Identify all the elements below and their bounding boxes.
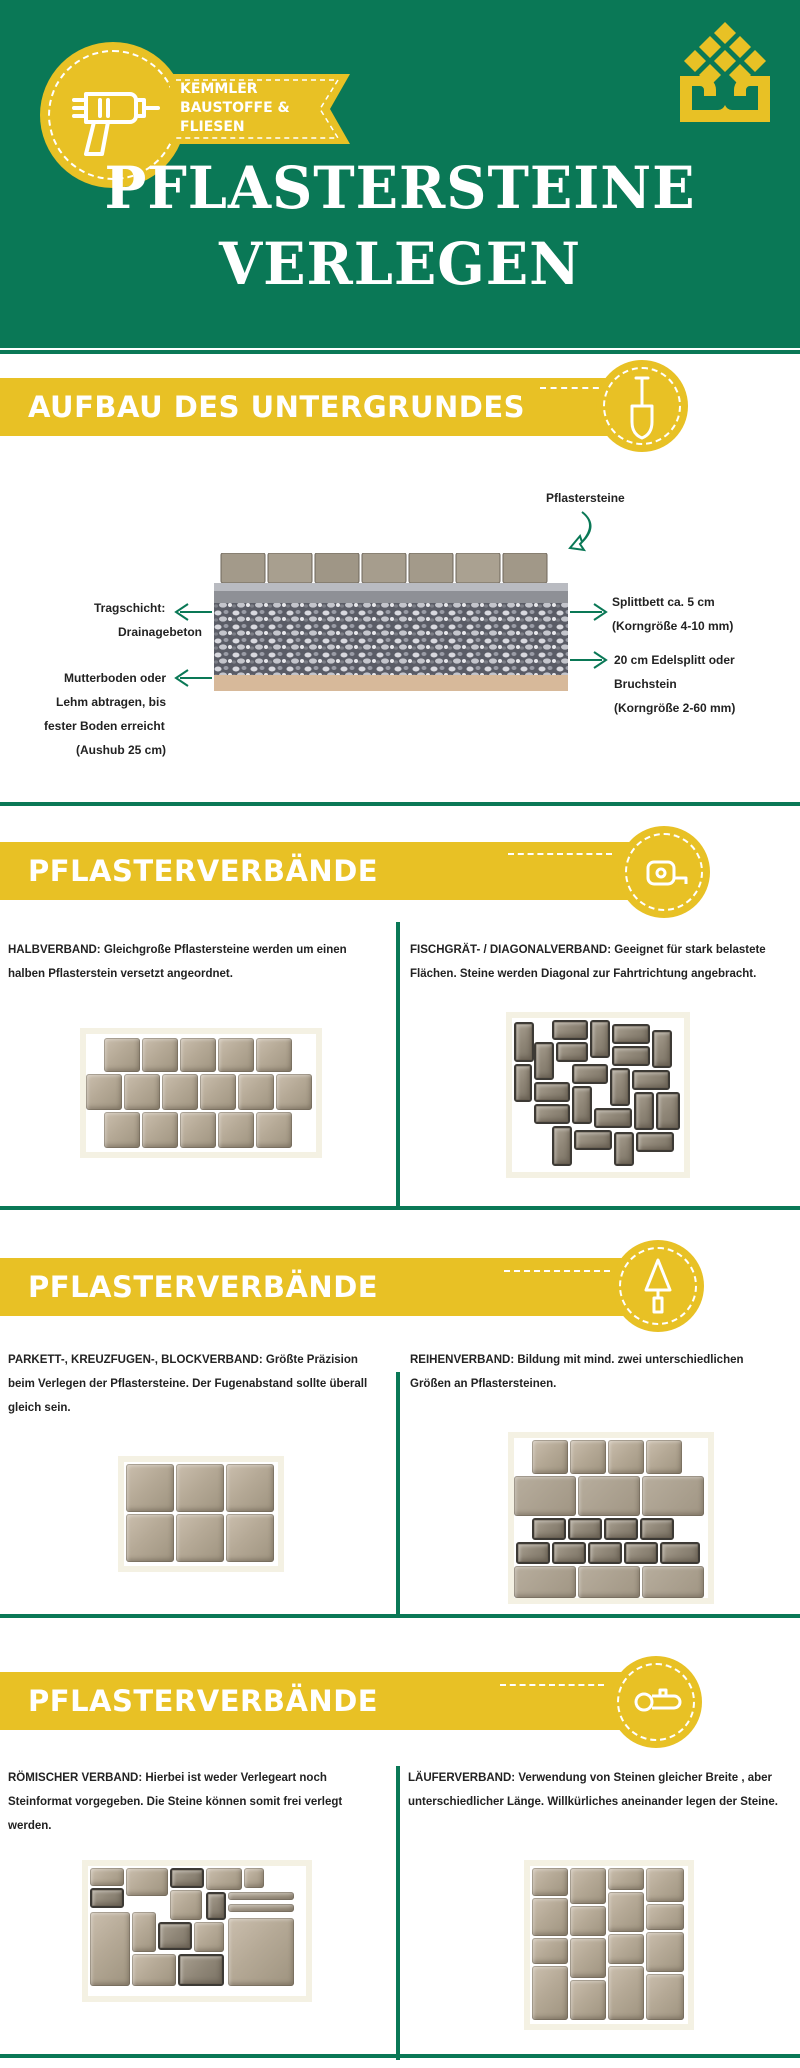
- banner-dash: [504, 1270, 610, 1272]
- arrow-splittbett: [568, 600, 612, 624]
- page-title: [16, 150, 784, 302]
- section-title: AUFBAU DES UNTERGRUNDES: [28, 390, 526, 424]
- text-line: HALBVERBAND: Gleichgroße Pflastersteine werden um einen: [8, 944, 347, 956]
- label-mutterboden-4: (Aushub 25 cm): [76, 743, 167, 757]
- brand-line-2: BAUSTOFFE &: [180, 100, 290, 116]
- title-line-1: PFLASTERSTEINE: [104, 154, 696, 222]
- brand-name: [180, 80, 310, 137]
- text-line: FISCHGRÄT- / DIAGONALVERBAND: Geeignet für stark belastete: [410, 944, 766, 956]
- shovel-icon: [596, 360, 688, 452]
- grinder-badge: [610, 1656, 702, 1748]
- text-line: Steinformat vorgegeben. Die Steine können somit frei verlegt: [8, 1796, 343, 1808]
- shovel-badge: [596, 360, 688, 452]
- tape-measure-icon: [618, 826, 710, 918]
- trowel-icon: [612, 1240, 704, 1332]
- brand-line-1: KEMMLER: [180, 81, 258, 97]
- halbverband-text: [8, 938, 398, 986]
- brand-line-3: FLIESEN: [180, 119, 245, 135]
- arrow-pflastersteine: [560, 508, 600, 556]
- laeuferverband-image: [524, 1860, 694, 2030]
- column-divider: [396, 1766, 400, 2060]
- label-splittbett: Splittbett ca. 5 cm: [612, 595, 715, 609]
- text-line: REIHENVERBAND: Bildung mit mind. zwei unterschiedlichen: [410, 1354, 744, 1366]
- column-divider: [396, 1372, 400, 1616]
- label-splittbett-korn: (Korngröße 4-10 mm): [612, 619, 734, 633]
- arrow-mutterboden: [170, 666, 214, 690]
- text-line: halben Pflasterstein versetzt angeordnet.: [8, 968, 233, 980]
- text-line: beim Verlegen der Pflastersteine. Der Fugenabstand sollte überall: [8, 1378, 368, 1390]
- section-title: PFLASTERVERBÄNDE: [28, 1270, 379, 1304]
- trowel-badge: [612, 1240, 704, 1332]
- header: [0, 0, 800, 348]
- divider: [0, 802, 800, 806]
- divider: [0, 350, 800, 354]
- arrow-tragschicht: [170, 600, 214, 624]
- label-edelsplitt-korn: (Korngröße 2-60 mm): [614, 701, 736, 715]
- text-line: Flächen. Steine werden Diagonal zur Fahrtrichtung angebracht.: [410, 968, 757, 980]
- text-line: LÄUFERVERBAND: Verwendung von Steinen gleicher Breite , aber: [408, 1772, 773, 1784]
- text-line: PARKETT-, KREUZFUGEN-, BLOCKVERBAND: Größte Präzision: [8, 1354, 358, 1366]
- divider: [0, 1206, 800, 1210]
- text-line: RÖMISCHER VERBAND: Hierbei ist weder Verlegeart noch: [8, 1772, 327, 1784]
- arrow-edelsplitt: [568, 648, 612, 672]
- section-banner-verbaende-1: [0, 842, 690, 900]
- text-line: werden.: [8, 1820, 52, 1832]
- gravel-layer: [214, 603, 568, 675]
- banner-dash: [500, 1684, 604, 1686]
- label-bruchstein: Bruchstein: [614, 677, 677, 691]
- text-line: gleich sein.: [8, 1402, 71, 1414]
- angle-grinder-icon: [610, 1656, 702, 1748]
- divider: [0, 2054, 800, 2058]
- label-pflastersteine: Pflastersteine: [546, 491, 625, 505]
- text-line: unterschiedlicher Länge. Willkürliches aneinander legen der Steine.: [408, 1796, 778, 1808]
- label-edelsplitt: 20 cm Edelsplitt oder: [614, 653, 735, 667]
- roemischer-verband-text: [8, 1766, 398, 1838]
- parkettverband-image: [118, 1456, 284, 1572]
- banner-dash: [508, 853, 612, 855]
- halbverband-image: [80, 1028, 322, 1158]
- parkettverband-text: [8, 1348, 398, 1420]
- label-tragschicht: Tragschicht:: [94, 601, 166, 615]
- reihenverband-image: [508, 1432, 714, 1604]
- paving-stone-row: [221, 553, 547, 583]
- text-line: Größen an Pflastersteinen.: [410, 1378, 557, 1390]
- reihenverband-text: [410, 1348, 800, 1396]
- fischgraet-text: [410, 938, 800, 986]
- laeuferverband-text: [408, 1766, 800, 1814]
- soil-layer: [214, 675, 568, 691]
- roemischer-verband-image: [82, 1860, 312, 2002]
- section-title: PFLASTERVERBÄNDE: [28, 854, 379, 888]
- tape-measure-badge: [618, 826, 710, 918]
- fischgraet-image: [506, 1012, 690, 1178]
- kemmler-logo: [676, 22, 774, 124]
- column-divider: [396, 922, 400, 1208]
- drainage-layer: [214, 591, 568, 603]
- label-mutterboden-1: Mutterboden oder: [64, 671, 166, 685]
- label-mutterboden-3: fester Boden erreicht: [44, 719, 165, 733]
- section-banner-untergrund: [0, 378, 610, 436]
- section-banner-verbaende-3: [0, 1672, 672, 1730]
- title-line-2: VERLEGEN: [218, 230, 582, 298]
- section-banner-verbaende-2: [0, 1258, 680, 1316]
- divider: [0, 1614, 800, 1618]
- label-drainagebeton: Drainagebeton: [118, 625, 203, 639]
- splitt-layer: [214, 583, 568, 591]
- section-title: PFLASTERVERBÄNDE: [28, 1684, 379, 1718]
- ground-layer-diagram: [214, 553, 568, 691]
- label-mutterboden-2: Lehm abtragen, bis: [56, 695, 167, 709]
